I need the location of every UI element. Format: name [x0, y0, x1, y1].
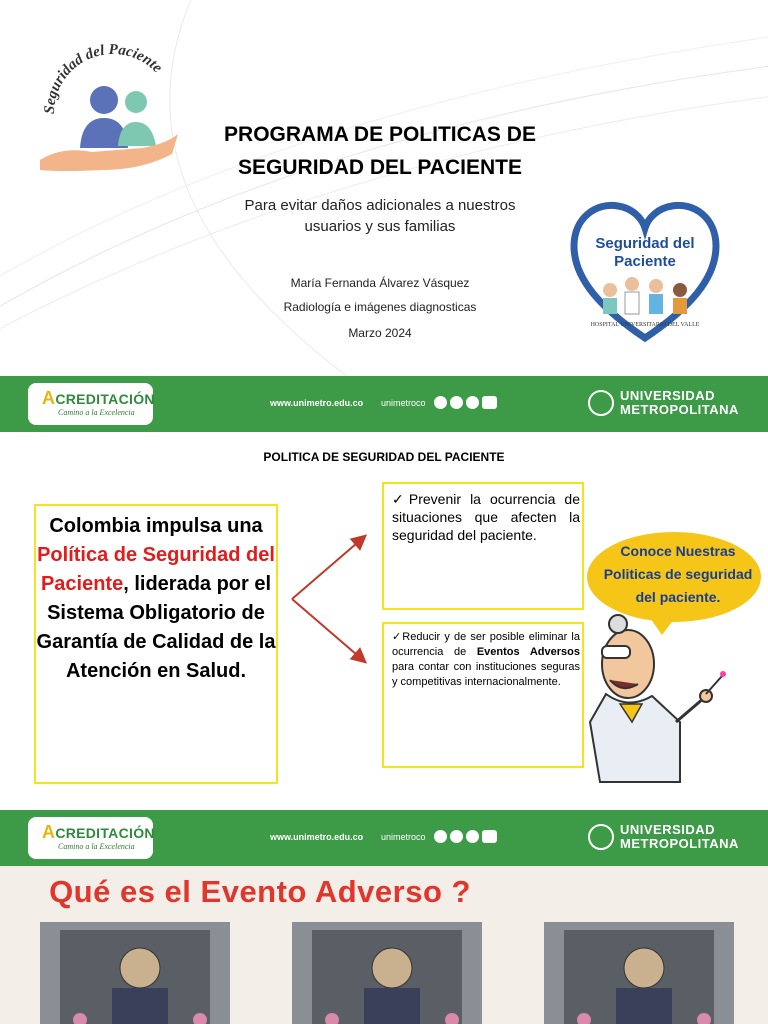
university-name-line1: UNIVERSIDAD — [620, 822, 716, 837]
speech-bubble-text: Conoce Nuestras Politicas de seguridad del paciente. — [603, 543, 753, 605]
heart-logo-line1: Seguridad del — [595, 235, 695, 252]
university-crest-icon — [588, 390, 614, 416]
acc-subtitle: Camino a la Excelencia — [58, 842, 135, 851]
department: Radiología e imágenes diagnosticas — [283, 300, 477, 314]
main-statement: Colombia impulsa una Política de Seguridad del Paciente, liderada por el Sistema Obligatorio de Garantía de Calidad de la Atención en Salud. — [36, 515, 276, 682]
university-name-line2: METROPOLITANA — [620, 402, 739, 417]
social-handle: unimetroco — [381, 398, 426, 408]
acc-title: CREDITACIÓN — [55, 391, 155, 407]
instagram-icon[interactable] — [450, 830, 463, 843]
window-illustration — [292, 922, 482, 1024]
doctor-cartoon — [580, 602, 730, 802]
university-name — [620, 823, 739, 851]
acc-first-letter: A — [42, 388, 56, 408]
university-name-line1: UNIVERSIDAD — [620, 388, 716, 403]
heart-logo-line2: Paciente — [614, 253, 676, 270]
accreditation-logo — [28, 383, 153, 425]
title-line-1: PROGRAMA DE POLITICAS DE — [224, 123, 536, 146]
university-name-line2: METROPOLITANA — [620, 836, 739, 851]
arrow-up — [292, 537, 364, 599]
presentation-subtitle — [200, 195, 560, 237]
subtitle-line-2: usuarios y sus familias — [304, 218, 456, 235]
presentation-date: Marzo 2024 — [348, 326, 412, 340]
youtube-icon[interactable] — [482, 830, 497, 843]
acc-first-letter: A — [42, 822, 56, 842]
university-name — [620, 389, 739, 417]
title-slide — [0, 0, 768, 376]
main-statement-box — [34, 504, 278, 784]
acc-title: CREDITACIÓN — [55, 825, 155, 841]
arrow-down — [292, 599, 364, 661]
university-crest-icon — [588, 824, 614, 850]
adverse-event-slide — [0, 866, 768, 1024]
author-name: María Fernanda Álvarez Vásquez — [290, 276, 470, 290]
title-line-2: SEGURIDAD DEL PACIENTE — [238, 156, 522, 179]
presentation-title — [190, 118, 570, 184]
instagram-icon[interactable] — [450, 396, 463, 409]
policy-slide — [0, 432, 768, 810]
policy-heading: POLITICA DE SEGURIDAD DEL PACIENTE — [263, 450, 505, 464]
facebook-icon[interactable] — [466, 396, 479, 409]
website-link[interactable]: www.unimetro.edu.co — [270, 398, 364, 408]
adverse-events-bold: Eventos Adversos — [476, 646, 580, 658]
footer-band — [0, 810, 768, 866]
twitter-icon[interactable] — [434, 396, 447, 409]
objective-box-2 — [382, 622, 584, 768]
heart-logo-hospital: HOSPITAL UNIVERSITARIO DEL VALLE — [590, 322, 700, 328]
subtitle-line-1: Para evitar daños adicionales a nuestros — [244, 197, 516, 214]
branch-arrows — [286, 527, 396, 667]
website-link[interactable]: www.unimetro.edu.co — [270, 832, 364, 842]
acc-subtitle: Camino a la Excelencia — [58, 408, 135, 417]
facebook-icon[interactable] — [466, 830, 479, 843]
accreditation-logo — [28, 817, 153, 859]
twitter-icon[interactable] — [434, 830, 447, 843]
footer-band — [0, 376, 768, 432]
hospital-safety-heart-logo — [570, 198, 720, 348]
objective-box-1 — [382, 482, 584, 610]
social-handle: unimetroco — [381, 832, 426, 842]
window-illustration — [40, 922, 230, 1024]
objective-2-text: ✓Reducir y de ser posible eliminar la ocurrencia de Eventos Adversos para contar con instituciones seguras y competitivas internacionalmente. — [392, 631, 580, 688]
objective-1-text: ✓Prevenir la ocurrencia de situaciones que afecten la seguridad del paciente. — [392, 491, 580, 543]
youtube-icon[interactable] — [482, 396, 497, 409]
policy-name-highlight: Política de Seguridad del Paciente — [37, 544, 275, 595]
patient-safety-logo — [32, 42, 182, 182]
window-illustration — [544, 922, 734, 1024]
adverse-event-title: Qué es el Evento Adverso ? — [49, 874, 471, 909]
logo-arc-text: Seguridad del Paciente — [41, 42, 166, 115]
